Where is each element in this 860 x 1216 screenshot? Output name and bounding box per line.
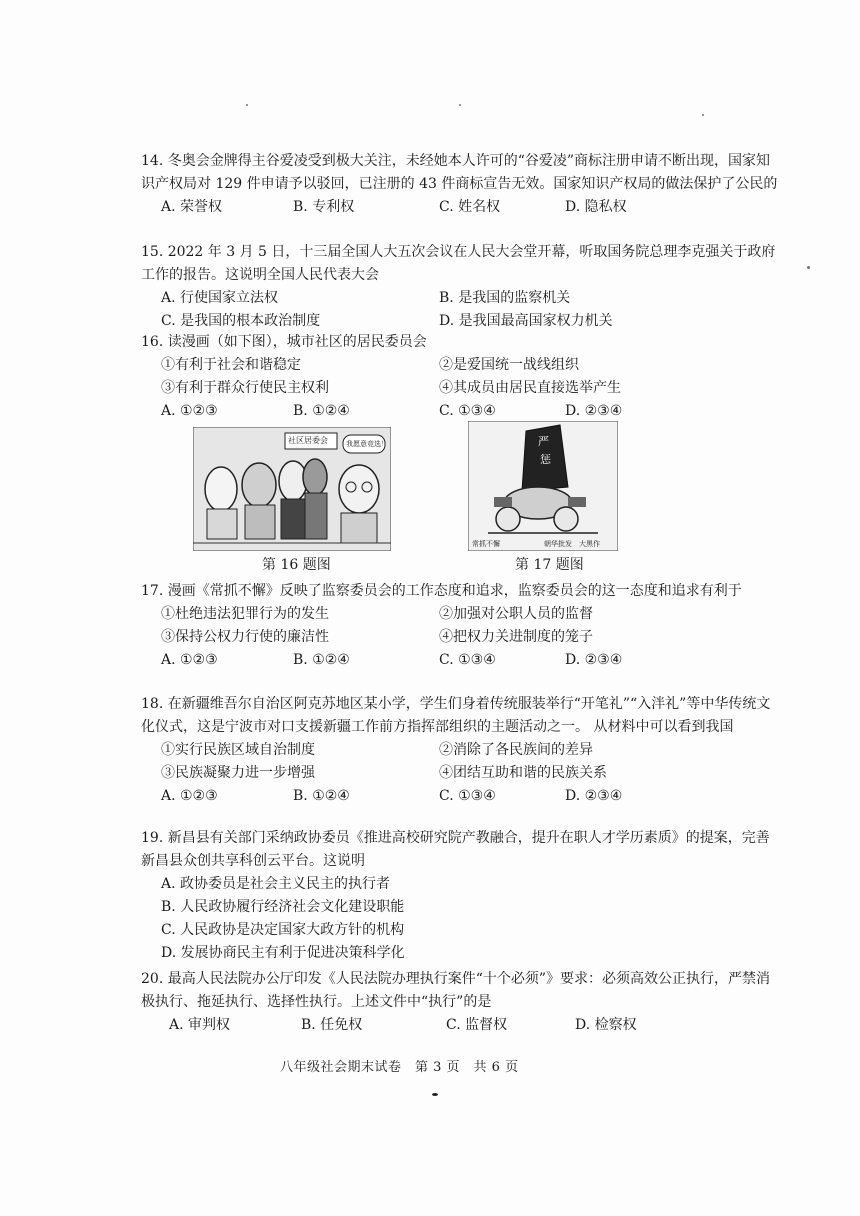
option-b: B. ①②④ bbox=[293, 652, 350, 668]
question-16-statements-row1 bbox=[141, 354, 781, 377]
figure-17-right-note: 朝华批发 大黑作 bbox=[544, 540, 600, 548]
option-a: A. 审判权 bbox=[169, 1017, 231, 1033]
option-c: C. 监督权 bbox=[446, 1017, 508, 1033]
question-17-options bbox=[141, 649, 781, 672]
statement-1: ①有利于社会和谐稳定 bbox=[161, 357, 301, 373]
page-footer: 八年级社会期末试卷 第 3 页 共 6 页 bbox=[280, 1060, 519, 1075]
question-17 bbox=[141, 580, 781, 672]
option-a: A. ①②③ bbox=[161, 403, 218, 419]
question-18-statements-row2 bbox=[141, 762, 781, 785]
question-14 bbox=[141, 150, 781, 219]
option-d: D. ②③④ bbox=[565, 788, 623, 804]
option-b: B. ①②④ bbox=[293, 788, 350, 804]
option-a: A. 荣誉权 bbox=[161, 199, 223, 215]
option-c: C. ①③④ bbox=[439, 652, 496, 668]
question-15-options-row2 bbox=[141, 310, 781, 333]
option-b: B. 人民政协履行经济社会文化建设职能 bbox=[161, 899, 405, 915]
statement-2: ②是爱国统一战线组织 bbox=[439, 357, 579, 373]
scan-speck bbox=[459, 104, 461, 106]
question-19-stem: 19. 新昌县有关部门采纳政协委员《推进高校研究院产教融合，提升在职人才学历素质》的提案，完善新昌县众创共享科创云平台。这说明 bbox=[141, 830, 770, 869]
option-c: C. ①③④ bbox=[439, 403, 496, 419]
option-b: B. 专利权 bbox=[293, 199, 355, 215]
figure-17-caption: 第 17 题图 bbox=[515, 557, 584, 573]
question-17-statements-row2 bbox=[141, 626, 781, 649]
question-16-statements-row2 bbox=[141, 377, 781, 400]
figure-16-caption: 第 16 题图 bbox=[262, 557, 331, 573]
question-14-options bbox=[141, 196, 781, 219]
figure-16-cartoon bbox=[193, 427, 391, 551]
figure-16-sign-text: 社区居委会 bbox=[288, 436, 328, 445]
option-a: A. ①②③ bbox=[161, 788, 218, 804]
option-d: D. 发展协商民主有利于促进决策科学化 bbox=[161, 945, 405, 961]
option-c: C. 姓名权 bbox=[439, 199, 501, 215]
statement-3: ③有利于群众行使民主权利 bbox=[161, 380, 329, 396]
figure-16-speech-bubble: 我愿意竞选！ bbox=[346, 440, 388, 448]
figure-17-hat-text: 严 bbox=[538, 435, 549, 448]
statement-1: ①实行民族区域自治制度 bbox=[161, 742, 315, 758]
option-c: C. ①③④ bbox=[439, 788, 496, 804]
option-d: D. 是我国最高国家权力机关 bbox=[439, 313, 613, 329]
statement-4: ④把权力关进制度的笼子 bbox=[439, 629, 593, 645]
option-b: B. 任免权 bbox=[301, 1017, 363, 1033]
scan-speck bbox=[807, 266, 810, 269]
statement-4: ④团结互助和谐的民族关系 bbox=[439, 765, 607, 781]
question-15-options-row1 bbox=[141, 287, 781, 310]
statement-2: ②加强对公职人员的监督 bbox=[439, 606, 593, 622]
scan-speck bbox=[432, 1093, 438, 1096]
question-19 bbox=[141, 827, 781, 965]
figure-17-cartoon bbox=[468, 421, 618, 551]
question-16-options bbox=[141, 400, 781, 423]
question-15-stem: 15. 2022 年 3 月 5 日，十三届全国人大五次会议在人民大会堂开幕，听取国务院总理李克强关于政府工作的报告。这说明全国人民代表大会 bbox=[141, 244, 776, 283]
figure-17-hat-text-2: 惩 bbox=[540, 453, 551, 466]
option-c: C. 人民政协是决定国家大政方针的机构 bbox=[161, 922, 405, 938]
question-20-stem: 20. 最高人民法院办公厅印发《人民法院办理执行案件“十个必须”》要求：必须高效公正执行，严禁消极执行、拖延执行、选择性执行。上述文件中“执行”的是 bbox=[141, 971, 771, 1010]
question-17-stem: 17. 漫画《常抓不懈》反映了监察委员会的工作态度和追求，监察委员会的这一态度和追求有利于 bbox=[141, 583, 742, 599]
statement-4: ④其成员由居民直接选举产生 bbox=[439, 380, 621, 396]
question-16 bbox=[141, 331, 781, 423]
question-17-statements-row1 bbox=[141, 603, 781, 626]
option-d: D. ②③④ bbox=[565, 652, 623, 668]
statement-3: ③保持公权力行使的廉洁性 bbox=[161, 629, 329, 645]
question-18-options bbox=[141, 785, 781, 808]
statement-2: ②消除了各民族间的差异 bbox=[439, 742, 593, 758]
option-d: D. ②③④ bbox=[565, 403, 623, 419]
option-a: A. ①②③ bbox=[161, 652, 218, 668]
question-14-stem: 14. 冬奥会金牌得主谷爱凌受到极大关注，未经她本人许可的“谷爱凌”商标注册申请不断出现，国家知识产权局对 129 件申请予以驳回，已注册的 43 件商标宣告无效。国家知识产权局的做法保护了公民的 bbox=[141, 153, 778, 192]
option-a: A. 行使国家立法权 bbox=[161, 290, 279, 306]
question-18-stem: 18. 在新疆维吾尔自治区阿克苏地区某小学，学生们身着传统服装举行“开笔礼”“入泮礼”等中华传统文化仪式，这是宁波市对口支援新疆工作前方指挥部组织的主题活动之一。 从材料中可以看到我国 bbox=[141, 696, 771, 735]
option-d: D. 检察权 bbox=[575, 1017, 637, 1033]
scan-speck bbox=[702, 114, 704, 116]
question-20-options bbox=[141, 1014, 781, 1037]
scan-speck bbox=[246, 104, 248, 106]
option-a: A. 政协委员是社会主义民主的执行者 bbox=[161, 876, 391, 892]
question-18 bbox=[141, 693, 781, 808]
statement-1: ①杜绝违法犯罪行为的发生 bbox=[161, 606, 329, 622]
question-16-stem: 16. 读漫画（如下图），城市社区的居民委员会 bbox=[141, 334, 427, 350]
statement-3: ③民族凝聚力进一步增强 bbox=[161, 765, 315, 781]
option-b: B. 是我国的监察机关 bbox=[439, 290, 571, 306]
question-15 bbox=[141, 241, 781, 333]
question-20 bbox=[141, 968, 781, 1037]
option-d: D. 隐私权 bbox=[565, 199, 627, 215]
question-18-statements-row1 bbox=[141, 739, 781, 762]
option-b: B. ①②④ bbox=[293, 403, 350, 419]
figure-17-left-note: 常抓不懈 bbox=[472, 540, 500, 548]
option-c: C. 是我国的根本政治制度 bbox=[161, 313, 321, 329]
